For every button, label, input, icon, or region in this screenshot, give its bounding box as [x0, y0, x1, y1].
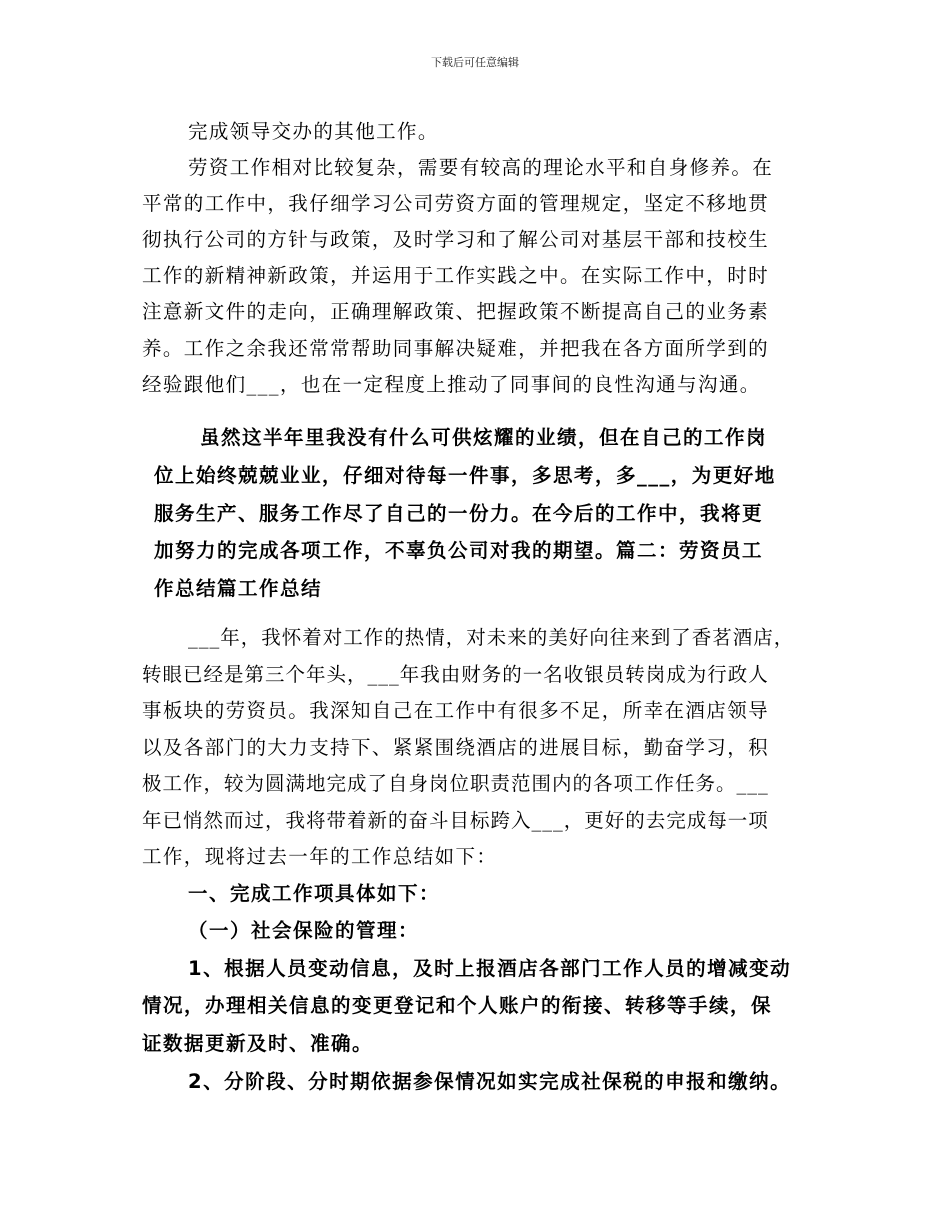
paragraph-2-line: 养。工作之余我还常常帮助同事解决疑难，并把我在各方面所学到的: [142, 337, 770, 360]
paragraph-2-line: 经验跟他们___，也在一定程度上推动了同事间的良性沟通与沟通。: [142, 373, 761, 396]
paragraph-2-line: 劳资工作相对比较复杂，需要有较高的理论水平和自身修养。在: [188, 156, 774, 179]
paragraph-3-line: 服务生产、服务工作尽了自己的一份力。在今后的工作中，我将更: [154, 502, 764, 525]
paragraph-1-line: 完成领导交办的其他工作。: [188, 120, 439, 143]
paragraph-2-line: 注意新文件的走向，正确理解政策、把握政策不断提高自己的业务素: [142, 300, 770, 323]
page-header: 下载后可任意编辑: [431, 56, 519, 69]
paragraph-4-line: ___年，我怀着对工作的热情，对未来的美好向往来到了香茗酒店，: [188, 626, 795, 649]
paragraph-2-line: 平常的工作中，我仔细学习公司劳资方面的管理规定，坚定不移地贯: [142, 192, 770, 215]
paragraph-3-line: 虽然这半年里我没有什么可供炫耀的业绩，但在自己的工作岗: [200, 426, 768, 449]
section-heading: 一、完成工作项具体如下：: [188, 882, 441, 905]
paragraph-3-line: 作总结篇工作总结: [154, 577, 323, 600]
item-1-line: 证数据更新及时、准确。: [142, 1032, 374, 1055]
subsection-heading: （一）社会保险的管理：: [188, 919, 420, 942]
paragraph-2-line: 工作的新精神新政策，并运用于工作实践之中。在实际工作中，时时: [142, 264, 770, 287]
paragraph-4-line: 年已悄然而过，我将带着新的奋斗目标跨入___，更好的去完成每一项: [142, 809, 769, 832]
paragraph-4-line: 转眼已经是第三个年头，___年我由财务的一名收银员转岗成为行政人: [142, 663, 769, 686]
paragraph-2-line: 彻执行公司的方针与政策，及时学习和了解公司对基层干部和技校生: [142, 228, 770, 251]
paragraph-3-line: 加努力的完成各项工作，不辜负公司对我的期望。篇二：劳资员工: [154, 539, 764, 562]
item-1-line: 1、根据人员变动信息，及时上报酒店各部门工作人员的增减变动: [188, 957, 792, 980]
item-1-line: 情况，办理相关信息的变更登记和个人账户的衔接、转移等手续，保: [142, 994, 773, 1017]
item-2-line: 2、分阶段、分时期依据参保情况如实完成社保税的申报和缴纳。: [188, 1070, 792, 1093]
paragraph-3-line: 位上始终兢兢业业，仔细对待每一件事，多思考，多___，为更好地: [154, 464, 776, 487]
paragraph-4-line: 以及各部门的大力支持下、紧紧围绕酒店的进展目标，勤奋学习，积: [142, 736, 770, 759]
paragraph-4-line: 事板块的劳资员。我深知自己在工作中有很多不足，所幸在酒店领导: [142, 699, 770, 722]
paragraph-4-line: 极工作，较为圆满地完成了自身岗位职责范围内的各项工作任务。___: [142, 772, 769, 795]
paragraph-4-line: 工作，现将过去一年的工作总结如下：: [142, 845, 498, 868]
